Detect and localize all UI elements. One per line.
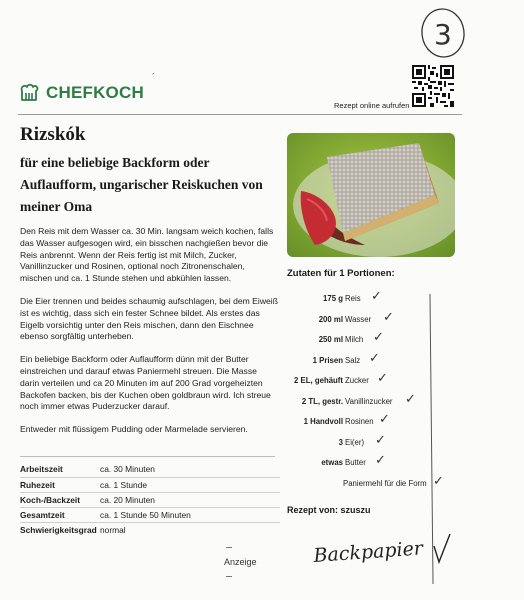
ingredient-row xyxy=(287,351,447,372)
online-recipe-link[interactable]: Rezept online aufrufen xyxy=(334,101,410,110)
time-label: Arbeitszeit xyxy=(20,462,100,477)
time-value: ca. 1 Stunde 50 Minuten xyxy=(100,507,280,522)
rice-cake-photo-illustration xyxy=(287,133,455,257)
recipe-photo xyxy=(287,133,455,257)
qr-code-icon[interactable] xyxy=(412,65,454,107)
ingredient-amount: 3 xyxy=(338,437,343,447)
ingredient-name: Rosinen xyxy=(345,417,374,426)
ad-label: Anzeige xyxy=(224,557,257,567)
ingredient-name: Paniermehl für die Form xyxy=(343,478,427,488)
table-row xyxy=(20,492,280,507)
stray-pen-mark: ´ xyxy=(152,72,155,82)
page-number-text: 3 xyxy=(434,18,452,51)
ingredient-name: Vanillinzucker xyxy=(345,396,393,406)
ingredient-row xyxy=(287,392,447,413)
ingredient-row xyxy=(287,412,447,433)
handwritten-check-icon: ✓ xyxy=(375,432,386,448)
ingredient-row xyxy=(287,433,447,454)
time-value: normal xyxy=(100,524,126,535)
handwritten-check-icon: ✓ xyxy=(405,391,416,407)
handwritten-check-icon: ✓ xyxy=(373,330,384,345)
time-value: ca. 20 Minuten xyxy=(100,492,280,507)
recipe-subtitle: für eine beliebige Backform oder Auflaufform, ungarischer Reiskuchen von meiner Oma xyxy=(20,155,263,214)
table-row xyxy=(20,477,280,492)
ingredient-row xyxy=(287,453,447,474)
ingredients-heading: Zutaten für 1 Portionen: xyxy=(287,268,395,279)
ingredient-amount: 2 TL, gestr. xyxy=(301,396,343,406)
handwritten-check-icon: ✓ xyxy=(433,473,444,489)
step-paragraph: Die Eier trennen und beides schaumig aufschlagen, bei dem Eiweiß ist es wichtig, dass sich ein fester Schnee bildet. Als erstes das Eigelb vorsichtig unter den Reis mischen, dann den Eischnee ebenso sorgfältig unterheben. xyxy=(20,295,278,342)
time-table xyxy=(20,462,280,537)
handwritten-check-icon xyxy=(434,534,450,562)
ingredient-amount: 1 Handvoll xyxy=(303,417,343,426)
ingredient-amount: etwas xyxy=(321,458,343,467)
brand-name: CHEFKOCH xyxy=(46,83,144,102)
handwritten-check-icon: ✓ xyxy=(371,289,382,304)
ingredient-name: Wasser xyxy=(345,314,372,324)
handwritten-check-icon: ✓ xyxy=(383,309,394,325)
ingredient-list xyxy=(287,289,447,494)
ingredient-amount: 1 Prisen xyxy=(312,355,343,365)
ingredient-amount: 175 g xyxy=(323,294,343,303)
chefkoch-logo xyxy=(18,82,144,104)
ingredient-row xyxy=(287,371,447,392)
table-row xyxy=(20,462,280,477)
time-value: ca. 30 Minuten xyxy=(100,462,280,477)
ingredient-row xyxy=(287,289,447,310)
ad-divider xyxy=(226,576,232,577)
step-paragraph: Den Reis mit dem Wasser ca. 30 Min. langsam weich kochen, falls das Wasser aufgesogen wird, ein bisschen nachgießen bevor die Reis anbrennt. Wenn der Reis fertig ist mit Milch, Zucker, Vanillinzucker und Rosinen, optional noch Zitronenschalen, mischen und ca. 1 Stunde stehen und abkühlen lassen. xyxy=(20,226,274,284)
preparation-steps xyxy=(20,226,278,447)
time-label: Koch-/Backzeit xyxy=(20,492,100,507)
ingredient-name: Salz xyxy=(345,355,361,365)
handwritten-check-icon: ✓ xyxy=(379,412,390,427)
ingredient-row xyxy=(287,330,447,351)
step-paragraph: Ein beliebige Backform oder Auflaufform dünn mit der Butter einstreichen und darauf etwas Paniermehl streuen. Die Masse darin verteilen und ca 20 Minuten im auf 200 Grad vorgeheizten Backofen backen, bis der Kuchen oben goldbraun wird. Ich streue noch immer etwas Puderzucker darauf. xyxy=(20,354,271,412)
ingredient-name: Butter xyxy=(345,458,366,467)
time-label: Gesamtzeit xyxy=(20,507,100,522)
table-row xyxy=(20,522,280,537)
ingredient-name: Reis xyxy=(345,294,361,303)
ingredient-row xyxy=(287,474,447,495)
times-divider xyxy=(20,456,275,457)
handwritten-note xyxy=(312,528,462,578)
ingredient-name: Ei(er) xyxy=(345,437,365,447)
handwritten-check-icon: ✓ xyxy=(369,350,380,366)
time-value: ca. 1 Stunde xyxy=(100,477,280,492)
handwritten-check-icon: ✓ xyxy=(375,453,386,468)
time-label: Ruhezeit xyxy=(20,477,100,492)
table-row xyxy=(20,507,280,522)
ingredient-name: Zucker xyxy=(345,376,369,385)
recipe-author: Rezept von: szuszu xyxy=(287,505,371,515)
recipe-title: Rizskók xyxy=(20,124,86,145)
chef-hat-icon xyxy=(18,82,40,104)
ingredient-name: Milch xyxy=(345,335,364,344)
time-label: Schwierigkeitsgrad xyxy=(20,524,97,535)
step-paragraph: Entweder mit flüssigem Pudding oder Marmelade servieren. xyxy=(20,424,248,435)
handwritten-note-text: Backpapier xyxy=(312,537,424,567)
ad-divider xyxy=(226,547,232,548)
handwritten-page-number xyxy=(418,6,468,60)
ingredient-amount: 2 EL, gehäuft xyxy=(294,376,343,385)
handwritten-check-icon: ✓ xyxy=(377,371,388,386)
ingredient-amount: 200 ml xyxy=(318,314,343,324)
ingredient-row xyxy=(287,310,447,331)
header-divider xyxy=(18,114,462,115)
ingredient-amount: 250 ml xyxy=(318,335,343,344)
